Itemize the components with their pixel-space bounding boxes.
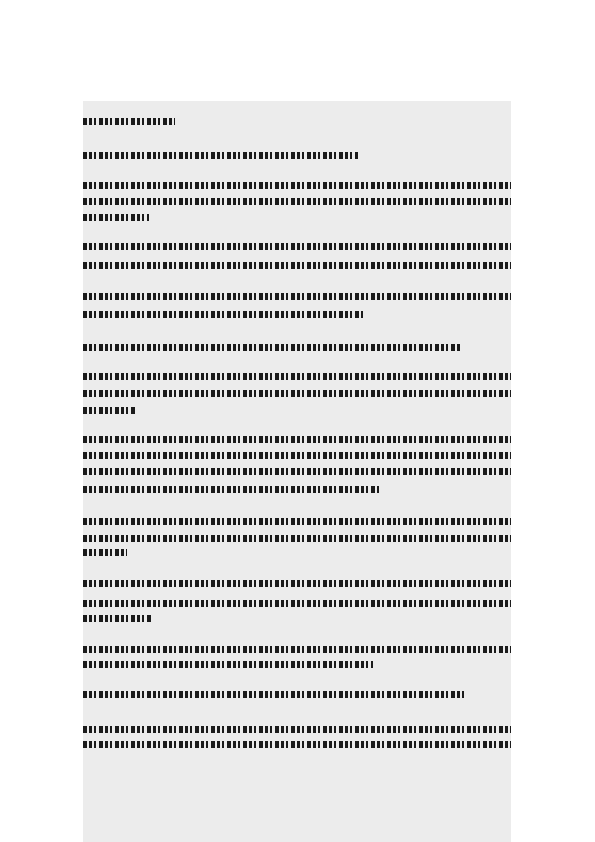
paragraph-7-line-3 <box>83 615 153 622</box>
paragraph-4-line-2 <box>83 390 511 397</box>
paragraph-1-line-3 <box>83 214 149 221</box>
section-heading-2 <box>83 344 461 351</box>
paragraph-5-line-3 <box>83 468 511 475</box>
paragraph-6-line-3 <box>83 549 127 556</box>
paragraph-5-line-1 <box>83 436 511 443</box>
paragraph-2-line-2 <box>83 262 511 269</box>
paragraph-1-line-2 <box>83 198 511 205</box>
paragraph-4-line-3 <box>83 407 135 414</box>
paragraph-5-line-2 <box>83 452 511 459</box>
document-heading <box>83 118 175 125</box>
paragraph-7-line-2 <box>83 600 511 607</box>
paragraph-8-line-2 <box>83 661 373 668</box>
section-heading-3 <box>83 691 467 698</box>
paragraph-1-line-1 <box>83 182 511 189</box>
paragraph-9-line-2 <box>83 741 511 748</box>
paragraph-7-line-1 <box>83 580 511 587</box>
paragraph-6-line-2 <box>83 535 511 542</box>
paragraph-3-line-2 <box>83 311 363 318</box>
paragraph-4-line-1 <box>83 373 511 380</box>
paragraph-8-line-1 <box>83 646 511 653</box>
paragraph-3-line-1 <box>83 293 511 300</box>
section-heading-1 <box>83 152 358 159</box>
paragraph-6-line-1 <box>83 518 511 525</box>
paragraph-2-line-1 <box>83 243 511 250</box>
paragraph-9-line-1 <box>83 726 511 733</box>
paragraph-5-line-4 <box>83 486 379 493</box>
